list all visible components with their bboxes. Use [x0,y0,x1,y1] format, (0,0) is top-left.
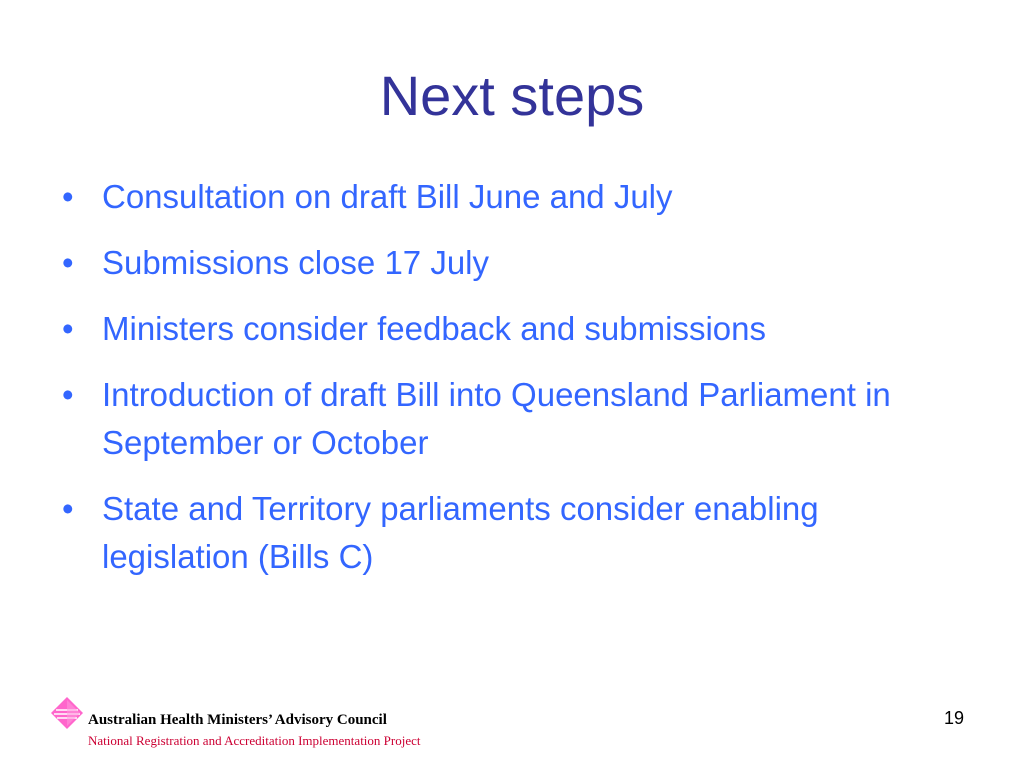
bullet-item [58,173,958,221]
bullet-text: Introduction of draft Bill into Queensland Parliament in September or October [102,376,891,461]
slide-title: Next steps [379,64,645,127]
bullet-text: Submissions close 17 July [102,244,490,281]
bullet-dot-icon: • [62,310,74,347]
bullet-text: Ministers consider feedback and submissions [102,310,766,347]
organization-name: Australian Health Ministers’ Advisory Council [88,712,387,728]
bullet-item [58,239,958,287]
bullet-text: State and Territory parliaments consider enabling legislation (Bills C) [102,490,819,575]
pink-diamond-logo-icon [50,696,88,732]
bullet-dot-icon: • [62,178,74,215]
page-number: 19 [943,708,964,728]
footer [50,694,570,754]
bullet-dot-icon: • [62,244,74,281]
bullet-dot-icon: • [62,376,74,413]
bullet-text: Consultation on draft Bill June and July [102,178,673,215]
bullet-dot-icon: • [62,490,74,527]
bullet-item [58,485,958,581]
project-name: National Registration and Accreditation Implementation Project [88,733,421,748]
bullet-item [58,305,958,353]
bullet-item [58,371,958,467]
bullet-list [58,173,958,599]
